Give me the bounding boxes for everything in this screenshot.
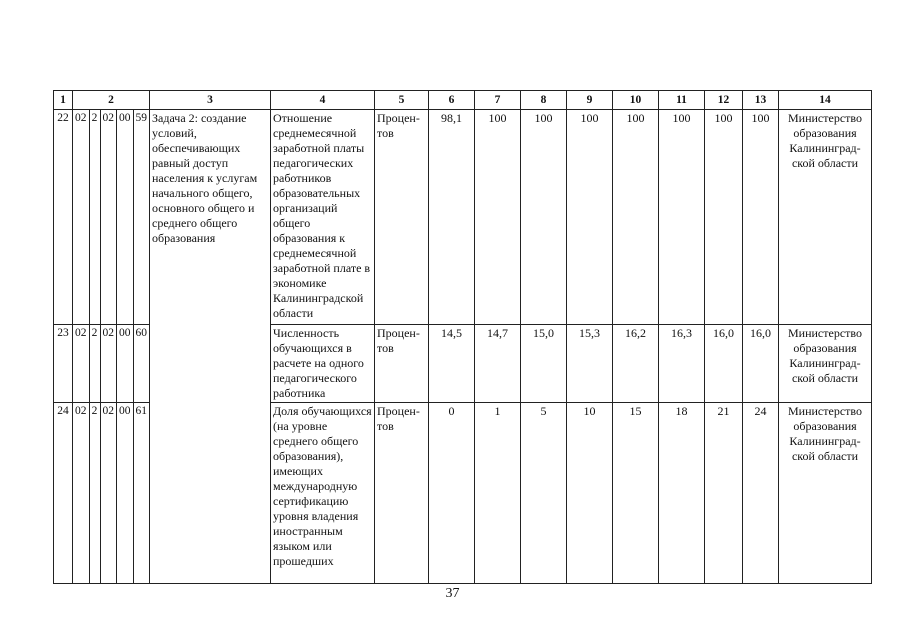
code-cell: 00 <box>117 403 134 584</box>
code-cell: 2 <box>89 110 100 325</box>
value-cell: 5 <box>521 403 567 584</box>
header-cell: 12 <box>705 91 743 110</box>
code-cell: 22 <box>54 110 73 325</box>
task-cell: Задача 2: создание условий, обеспечивающих равный доступ населения к услугам начального общего, основного общего и среднего общего образования <box>150 110 271 584</box>
header-cell: 8 <box>521 91 567 110</box>
org-cell: Министерство образования Калининград-ской области <box>779 110 872 325</box>
code-cell: 23 <box>54 325 73 403</box>
code-cell: 02 <box>100 403 117 584</box>
unit-cell: Процен-тов <box>375 403 429 584</box>
value-cell: 21 <box>705 403 743 584</box>
value-cell: 0 <box>429 403 475 584</box>
code-cell: 60 <box>133 325 150 403</box>
header-cell: 13 <box>743 91 779 110</box>
value-cell: 16,2 <box>613 325 659 403</box>
value-cell: 100 <box>743 110 779 325</box>
unit-cell: Процен-тов <box>375 325 429 403</box>
code-cell: 02 <box>73 110 90 325</box>
code-cell: 59 <box>133 110 150 325</box>
header-cell: 5 <box>375 91 429 110</box>
header-cell: 6 <box>429 91 475 110</box>
header-cell: 7 <box>475 91 521 110</box>
header-cell: 3 <box>150 91 271 110</box>
value-cell: 14,5 <box>429 325 475 403</box>
code-cell: 02 <box>73 325 90 403</box>
code-cell: 00 <box>117 110 134 325</box>
code-cell: 02 <box>73 403 90 584</box>
header-cell: 14 <box>779 91 872 110</box>
table-row <box>54 110 872 325</box>
value-cell: 1 <box>475 403 521 584</box>
org-cell: Министерство образования Калининград-ской области <box>779 403 872 584</box>
header-cell: 1 <box>54 91 73 110</box>
org-cell: Министерство образования Калининград-ской области <box>779 325 872 403</box>
value-cell: 24 <box>743 403 779 584</box>
indicator-cell: Доля обучающихся (на уровне среднего общего образования), имеющих международную сертификацию уровня владения иностранным языком или прошедших <box>271 403 375 584</box>
code-cell: 2 <box>89 325 100 403</box>
code-cell: 24 <box>54 403 73 584</box>
value-cell: 100 <box>613 110 659 325</box>
unit-cell: Процен-тов <box>375 110 429 325</box>
code-cell: 61 <box>133 403 150 584</box>
value-cell: 15,0 <box>521 325 567 403</box>
value-cell: 14,7 <box>475 325 521 403</box>
value-cell: 15 <box>613 403 659 584</box>
header-cell: 9 <box>567 91 613 110</box>
indicator-cell: Численность обучающихся в расчете на одного педагогического работника <box>271 325 375 403</box>
value-cell: 100 <box>567 110 613 325</box>
code-cell: 2 <box>89 403 100 584</box>
header-cell: 10 <box>613 91 659 110</box>
value-cell: 100 <box>475 110 521 325</box>
value-cell: 16,0 <box>743 325 779 403</box>
header-cell: 11 <box>659 91 705 110</box>
value-cell: 16,3 <box>659 325 705 403</box>
page-number: 37 <box>445 586 460 601</box>
value-cell: 15,3 <box>567 325 613 403</box>
indicator-cell: Отношение среднемесячной заработной платы педагогических работников образовательных организаций общего образования к среднемесячной заработной плате в экономике Калининградской области <box>271 110 375 325</box>
value-cell: 18 <box>659 403 705 584</box>
value-cell: 100 <box>705 110 743 325</box>
code-cell: 02 <box>100 325 117 403</box>
value-cell: 100 <box>659 110 705 325</box>
header-row <box>54 91 872 110</box>
code-cell: 00 <box>117 325 134 403</box>
indicators-table <box>53 90 872 584</box>
header-cell: 4 <box>271 91 375 110</box>
value-cell: 98,1 <box>429 110 475 325</box>
value-cell: 16,0 <box>705 325 743 403</box>
code-cell: 02 <box>100 110 117 325</box>
header-cell: 2 <box>73 91 150 110</box>
value-cell: 100 <box>521 110 567 325</box>
value-cell: 10 <box>567 403 613 584</box>
